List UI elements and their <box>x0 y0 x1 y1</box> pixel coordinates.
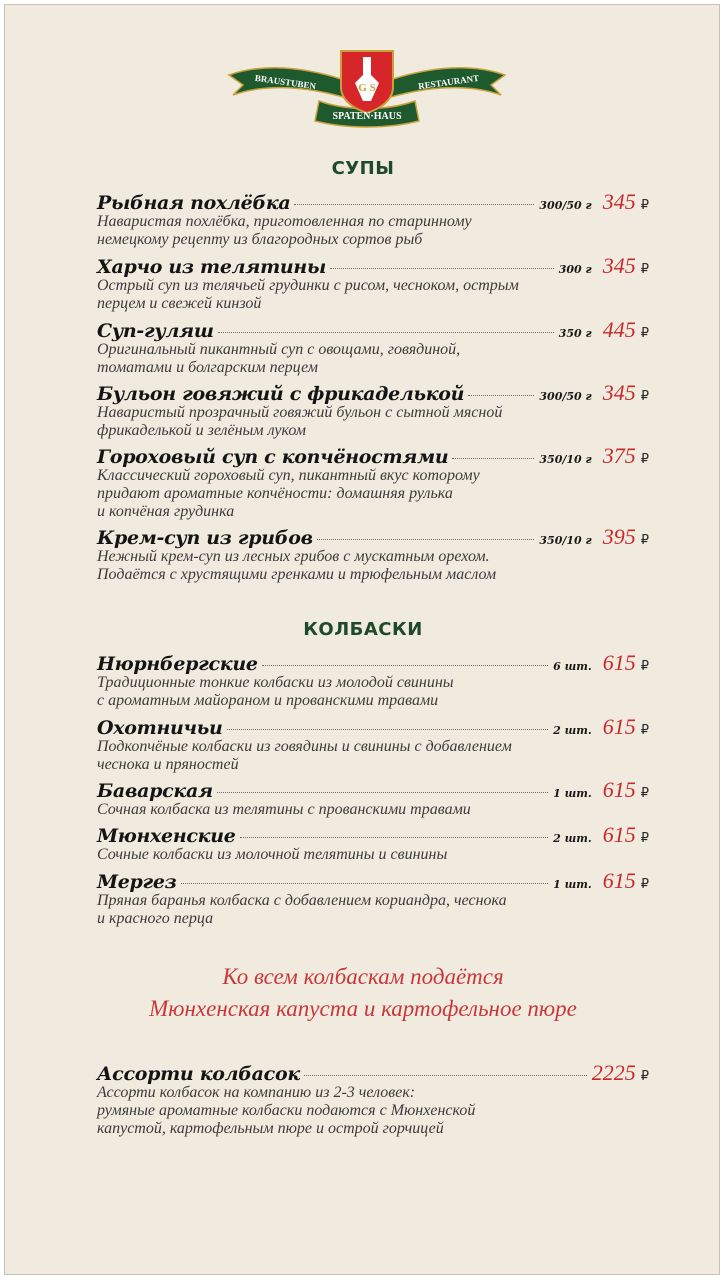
leader-dots <box>468 395 534 396</box>
item-name: Гороховый суп с копчёностями <box>97 446 449 468</box>
menu-item-assorti <box>97 1060 649 1138</box>
spaten-haus-logo <box>223 45 511 131</box>
menu-item <box>97 868 649 928</box>
ruble-icon: ₽ <box>640 831 649 846</box>
item-price: 615 <box>602 777 636 802</box>
leader-dots <box>452 458 534 459</box>
menu-item <box>97 317 649 377</box>
menu-item <box>97 189 649 249</box>
item-name: Харчо из телятины <box>97 256 326 278</box>
menu-item <box>97 524 649 584</box>
item-description: Классический гороховый суп, пикантный вкус которому придают ароматные копчёности: домашняя рулька и копчёная грудинка <box>97 467 480 520</box>
item-qty: 1 шт. <box>553 787 592 800</box>
item-description: Ассорти колбасок на компанию из 2-3 человек: румяные ароматные колбаски подаются с Мюнхенской капустой, картофельным пюре и острой горчицей <box>97 1084 476 1137</box>
ruble-icon: ₽ <box>640 877 649 892</box>
item-description: Оригинальный пикантный суп с овощами, говядиной, томатами и болгарским перцем <box>97 341 461 376</box>
item-qty: 1 шт. <box>553 878 592 891</box>
item-qty: 6 шт. <box>553 660 592 673</box>
item-price: 345 <box>602 380 636 405</box>
leader-dots <box>217 792 548 793</box>
menu-item <box>97 650 649 710</box>
item-price: 395 <box>602 524 636 549</box>
item-name: Бульон говяжий с фрикаделькой <box>97 383 465 405</box>
item-description: Сочные колбаски из молочной телятины и свинины <box>97 846 448 863</box>
item-price: 345 <box>602 253 636 278</box>
item-qty: 350/10 г <box>539 453 592 466</box>
note-line: Ко всем колбаскам подаётся <box>222 964 504 989</box>
item-qty: 350 г <box>558 327 592 340</box>
item-price: 2225 <box>591 1060 636 1085</box>
item-description: Острый суп из телячьей грудинки с рисом, чесноком, острым перцем и свежей кинзой <box>97 277 519 312</box>
item-description: Нежный крем-суп из лесных грибов с мускатным орехом. Подаётся с хрустящими гренками и трюфельным маслом <box>97 548 497 583</box>
leader-dots <box>181 883 549 884</box>
item-price: 375 <box>602 443 636 468</box>
menu-item <box>97 443 649 521</box>
menu-item <box>97 777 649 819</box>
emblem-text: G S <box>358 82 376 94</box>
item-qty: 300 г <box>558 263 592 276</box>
menu-item <box>97 822 649 864</box>
left-ribbon-text: BRAUSTUBEN <box>254 72 317 92</box>
ruble-icon: ₽ <box>640 452 649 467</box>
item-description: Традиционные тонкие колбаски из молодой свинины с ароматным майораном и прованскими травами <box>97 674 454 709</box>
item-price: 615 <box>602 650 636 675</box>
item-description: Подкопчёные колбаски из говядины и свинины с добавлением чеснока и пряностей <box>97 738 512 773</box>
item-name: Ассорти колбасок <box>97 1063 300 1085</box>
ruble-icon: ₽ <box>640 659 649 674</box>
center-ribbon-text: SPATEN·HAUS <box>332 111 402 122</box>
menu-item <box>97 380 649 440</box>
right-ribbon-text: RESTAURANT <box>417 72 480 92</box>
leader-dots <box>240 837 549 838</box>
ruble-icon: ₽ <box>640 723 649 738</box>
item-qty: 300/50 г <box>539 199 592 212</box>
ruble-icon: ₽ <box>640 1069 649 1084</box>
menu-page <box>4 4 720 1275</box>
side-dish-note <box>5 961 721 1025</box>
item-name: Крем-суп из грибов <box>97 527 313 549</box>
section-title-soups: СУПЫ <box>331 158 395 179</box>
leader-dots <box>330 268 554 269</box>
ruble-icon: ₽ <box>640 326 649 341</box>
item-price: 345 <box>602 189 636 214</box>
item-price: 615 <box>602 822 636 847</box>
leader-dots <box>262 665 548 666</box>
item-description: Наваристая похлёбка, приготовленная по старинному немецкому рецепту из благородных сортов рыб <box>97 213 472 248</box>
item-name: Охотничьи <box>97 717 223 739</box>
leader-dots <box>304 1075 587 1076</box>
item-name: Мергез <box>97 871 177 893</box>
item-name: Суп-гуляш <box>97 320 214 342</box>
item-name: Нюрнбергские <box>97 653 258 675</box>
leader-dots <box>218 332 554 333</box>
ruble-icon: ₽ <box>640 533 649 548</box>
ruble-icon: ₽ <box>640 262 649 277</box>
menu-item <box>97 714 649 774</box>
item-description: Пряная баранья колбаска с добавлением кориандра, чеснока и красного перца <box>97 892 507 927</box>
item-qty: 300/50 г <box>539 390 592 403</box>
item-price: 615 <box>602 868 636 893</box>
item-name: Рыбная похлёбка <box>97 192 291 214</box>
item-description: Наваристый прозрачный говяжий бульон с сытной мясной фрикаделькой и зелёным луком <box>97 404 503 439</box>
section-title-sausages: КОЛБАСКИ <box>303 619 423 640</box>
ruble-icon: ₽ <box>640 389 649 404</box>
item-price: 445 <box>602 317 636 342</box>
leader-dots <box>294 204 534 205</box>
item-name: Баварская <box>97 780 213 802</box>
menu-item <box>97 253 649 313</box>
leader-dots <box>227 729 549 730</box>
item-name: Мюнхенские <box>97 825 236 847</box>
item-qty: 2 шт. <box>553 832 592 845</box>
ruble-icon: ₽ <box>640 786 649 801</box>
ruble-icon: ₽ <box>640 198 649 213</box>
item-price: 615 <box>602 714 636 739</box>
leader-dots <box>317 539 535 540</box>
item-description: Сочная колбаска из телятины с прованскими травами <box>97 801 471 818</box>
note-line: Мюнхенская капуста и картофельное пюре <box>149 996 577 1021</box>
item-qty: 2 шт. <box>553 724 592 737</box>
item-qty: 350/10 г <box>539 534 592 547</box>
